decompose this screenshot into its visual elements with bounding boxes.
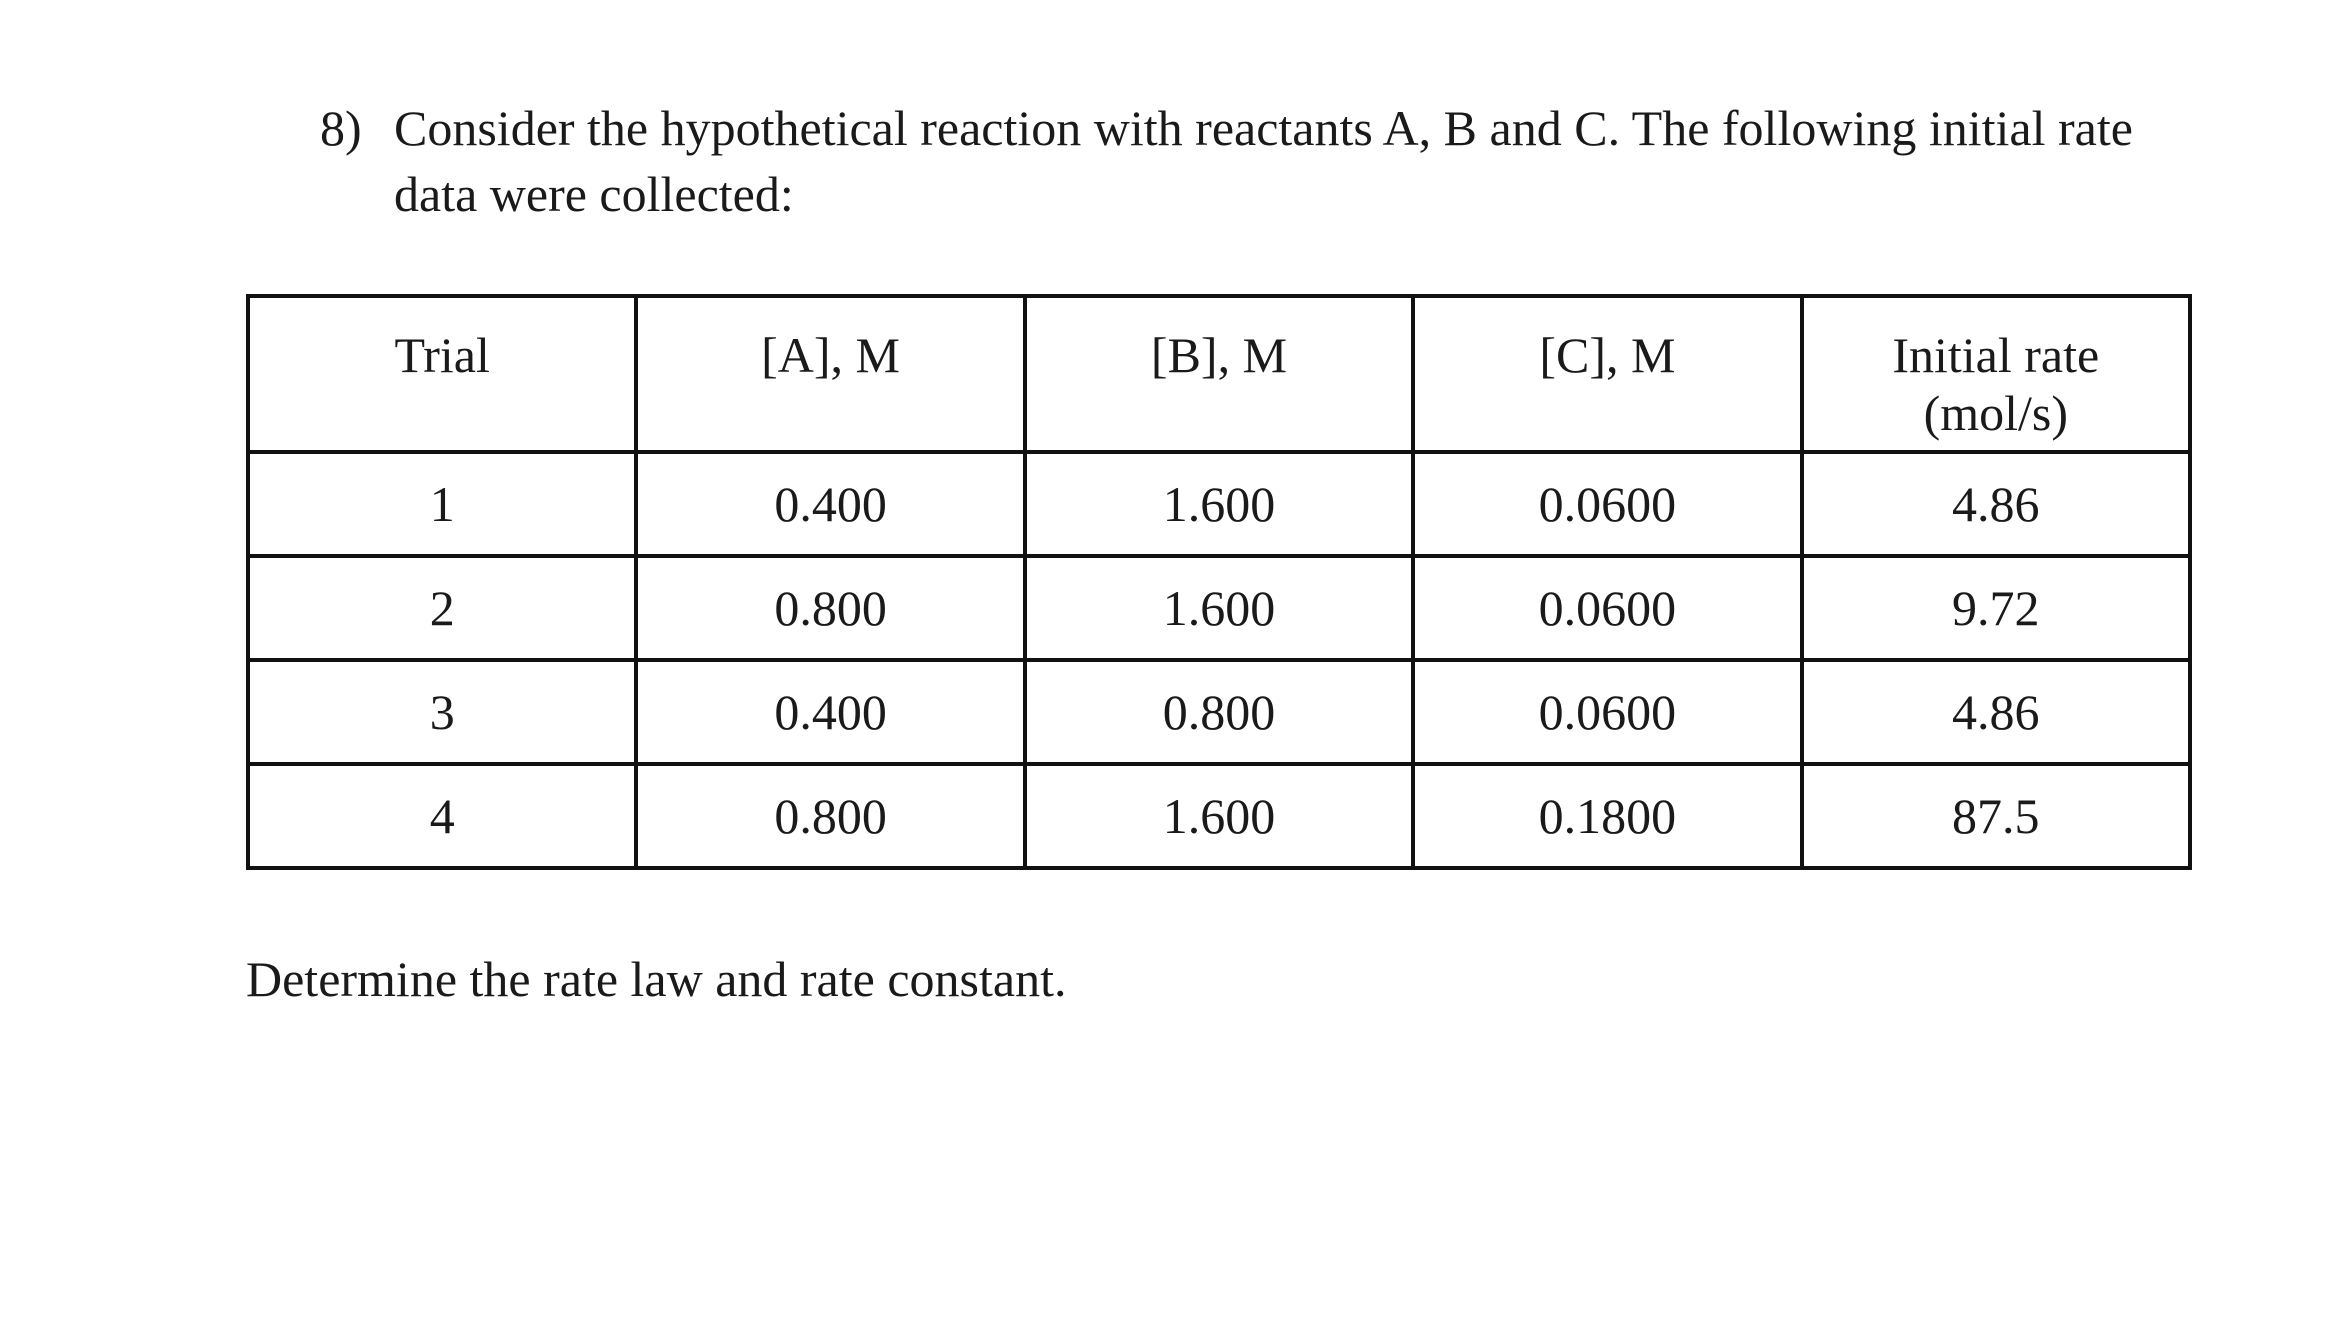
task-prompt: Determine the rate law and rate constant. xyxy=(246,951,1067,1007)
table-header-row xyxy=(248,296,2190,452)
table-row xyxy=(248,452,2190,556)
cell-a: 0.800 xyxy=(636,556,1024,660)
cell-rate: 4.86 xyxy=(1802,660,2190,764)
question-text: Consider the hypothetical reaction with reactants A, B and C. The following initial rate data were collected: xyxy=(394,100,2133,222)
cell-a: 0.400 xyxy=(636,660,1024,764)
header-initial-rate-line2: (mol/s) xyxy=(1923,385,2068,441)
cell-trial: 2 xyxy=(248,556,636,660)
cell-trial: 1 xyxy=(248,452,636,556)
table-row xyxy=(248,556,2190,660)
table-row xyxy=(248,764,2190,868)
rate-data-table xyxy=(246,294,2192,870)
header-b-concentration: [B], M xyxy=(1025,296,1413,452)
table-row xyxy=(248,660,2190,764)
cell-b: 1.600 xyxy=(1025,452,1413,556)
cell-b: 0.800 xyxy=(1025,660,1413,764)
header-a-concentration: [A], M xyxy=(636,296,1024,452)
question xyxy=(320,95,2180,227)
question-number: 8) xyxy=(320,100,362,156)
cell-b: 1.600 xyxy=(1025,764,1413,868)
header-trial: Trial xyxy=(248,296,636,452)
cell-a: 0.800 xyxy=(636,764,1024,868)
cell-rate: 9.72 xyxy=(1802,556,2190,660)
cell-trial: 3 xyxy=(248,660,636,764)
cell-c: 0.0600 xyxy=(1413,556,1801,660)
cell-a: 0.400 xyxy=(636,452,1024,556)
cell-c: 0.1800 xyxy=(1413,764,1801,868)
cell-rate: 87.5 xyxy=(1802,764,2190,868)
cell-trial: 4 xyxy=(248,764,636,868)
cell-rate: 4.86 xyxy=(1802,452,2190,556)
cell-c: 0.0600 xyxy=(1413,452,1801,556)
cell-c: 0.0600 xyxy=(1413,660,1801,764)
cell-b: 1.600 xyxy=(1025,556,1413,660)
header-initial-rate-line1: Initial rate xyxy=(1892,327,2100,383)
header-initial-rate xyxy=(1802,296,2190,452)
header-c-concentration: [C], M xyxy=(1413,296,1801,452)
